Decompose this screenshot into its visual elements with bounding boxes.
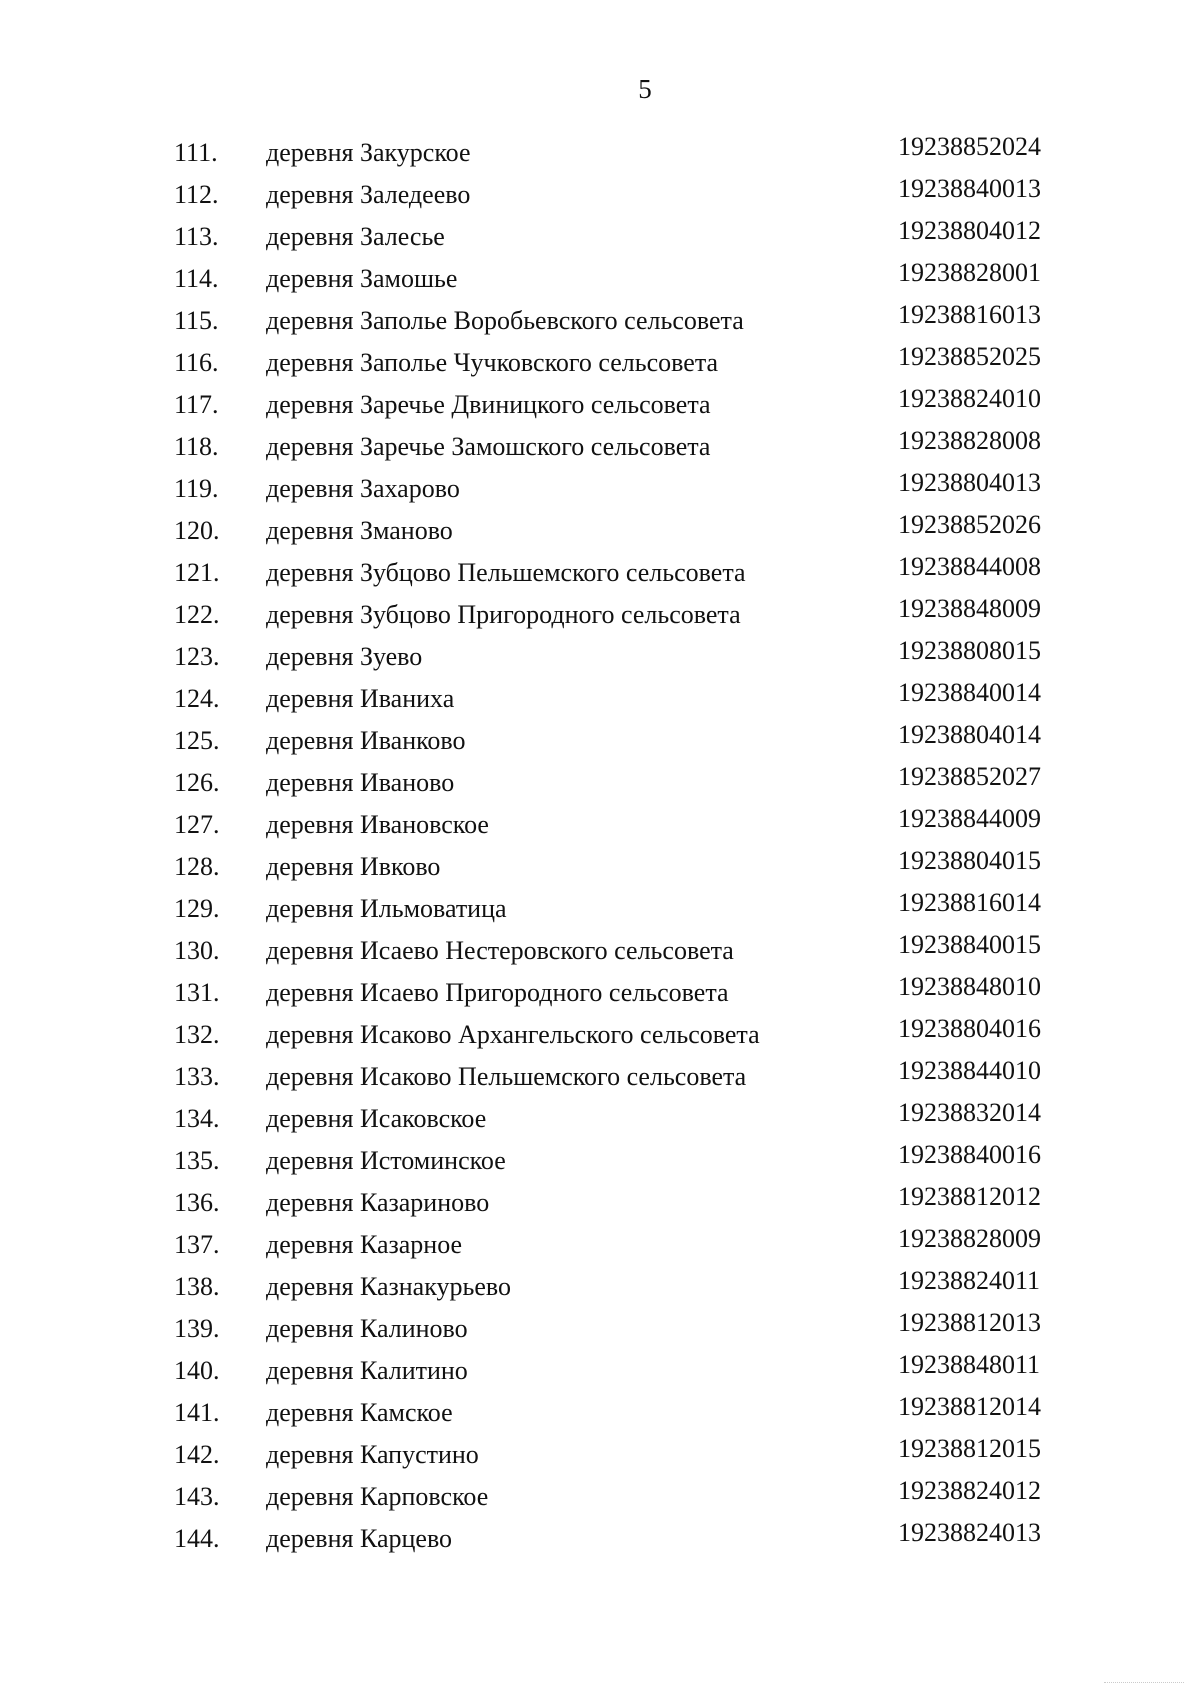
oktmo-code: 19238844010 xyxy=(898,1056,1041,1085)
item-number: 119. xyxy=(174,474,219,503)
item-number: 130. xyxy=(174,936,220,965)
item-number: 115. xyxy=(174,306,219,335)
item-number: 139. xyxy=(174,1314,220,1343)
settlement-name: деревня Заречье Замошского сельсовета xyxy=(266,432,711,461)
settlement-name: деревня Калиново xyxy=(266,1314,468,1343)
item-number: 144. xyxy=(174,1524,220,1553)
page-number: 5 xyxy=(638,74,652,104)
settlement-name: деревня Замошье xyxy=(266,264,458,293)
settlement-name: деревня Заполье Чучковского сельсовета xyxy=(266,348,719,377)
item-number: 132. xyxy=(174,1020,220,1049)
oktmo-code: 19238848011 xyxy=(898,1350,1041,1379)
settlement-name: деревня Карповское xyxy=(266,1482,489,1511)
oktmo-code: 19238852027 xyxy=(898,762,1041,791)
oktmo-code: 19238804015 xyxy=(898,846,1041,875)
settlement-name: деревня Ильмоватица xyxy=(266,894,507,923)
item-number: 128. xyxy=(174,852,220,881)
settlement-name: деревня Зманово xyxy=(266,516,453,545)
oktmo-code: 19238812012 xyxy=(898,1182,1041,1211)
oktmo-code: 19238816013 xyxy=(898,300,1041,329)
settlement-name: деревня Исаковское xyxy=(266,1104,487,1133)
settlement-name: деревня Заледеево xyxy=(266,180,471,209)
settlement-name: деревня Захарово xyxy=(266,474,460,503)
settlement-name: деревня Исаево Нестеровского сельсовета xyxy=(266,936,734,965)
oktmo-code: 19238848009 xyxy=(898,594,1041,623)
settlement-name: деревня Иваново xyxy=(266,768,455,797)
oktmo-code: 19238804012 xyxy=(898,216,1041,245)
oktmo-code: 19238840013 xyxy=(898,174,1041,203)
item-number: 126. xyxy=(174,768,220,797)
oktmo-code: 19238832014 xyxy=(898,1098,1041,1127)
settlement-name: деревня Карцево xyxy=(266,1524,453,1553)
oktmo-code: 19238808015 xyxy=(898,636,1041,665)
settlement-name: деревня Зубцово Пригородного сельсовета xyxy=(266,600,741,629)
item-number: 121. xyxy=(174,558,220,587)
oktmo-code: 19238824011 xyxy=(898,1266,1041,1295)
item-number: 138. xyxy=(174,1272,220,1301)
settlement-name: деревня Казариново xyxy=(266,1188,490,1217)
oktmo-code: 19238804016 xyxy=(898,1014,1041,1043)
settlement-name: деревня Закурское xyxy=(266,138,471,167)
oktmo-code: 19238840014 xyxy=(898,678,1041,707)
item-number: 135. xyxy=(174,1146,220,1175)
item-number: 137. xyxy=(174,1230,220,1259)
settlement-name: деревня Исаково Пельшемского сельсовета xyxy=(266,1062,747,1091)
item-number: 140. xyxy=(174,1356,220,1385)
item-number: 111. xyxy=(174,138,218,167)
item-number: 116. xyxy=(174,348,219,377)
oktmo-code: 19238812013 xyxy=(898,1308,1041,1337)
item-number: 122. xyxy=(174,600,220,629)
item-number: 125. xyxy=(174,726,220,755)
item-number: 114. xyxy=(174,264,219,293)
oktmo-code: 19238828009 xyxy=(898,1224,1041,1253)
scan-artifact xyxy=(1104,1682,1184,1693)
item-number: 143. xyxy=(174,1482,220,1511)
settlement-name: деревня Исаево Пригородного сельсовета xyxy=(266,978,729,1007)
item-number: 117. xyxy=(174,390,219,419)
oktmo-code: 19238840015 xyxy=(898,930,1041,959)
item-number: 134. xyxy=(174,1104,220,1133)
list-item xyxy=(0,1518,1200,1560)
oktmo-code: 19238804014 xyxy=(898,720,1041,749)
item-number: 118. xyxy=(174,432,219,461)
oktmo-code: 19238824010 xyxy=(898,384,1041,413)
settlement-name: деревня Калитино xyxy=(266,1356,468,1385)
settlement-list xyxy=(0,132,1200,1560)
item-number: 142. xyxy=(174,1440,220,1469)
settlement-name: деревня Иванково xyxy=(266,726,466,755)
oktmo-code: 19238848010 xyxy=(898,972,1041,1001)
oktmo-code: 19238812015 xyxy=(898,1434,1041,1463)
settlement-name: деревня Заполье Воробьевского сельсовета xyxy=(266,306,744,335)
oktmo-code: 19238844009 xyxy=(898,804,1041,833)
item-number: 120. xyxy=(174,516,220,545)
item-number: 123. xyxy=(174,642,220,671)
oktmo-code: 19238852026 xyxy=(898,510,1041,539)
settlement-name: деревня Капустино xyxy=(266,1440,479,1469)
settlement-name: деревня Казнакурьево xyxy=(266,1272,511,1301)
settlement-name: деревня Ивково xyxy=(266,852,441,881)
settlement-name: деревня Камское xyxy=(266,1398,453,1427)
settlement-name: деревня Исаково Архангельского сельсовета xyxy=(266,1020,760,1049)
oktmo-code: 19238824013 xyxy=(898,1518,1041,1547)
item-number: 141. xyxy=(174,1398,220,1427)
oktmo-code: 19238840016 xyxy=(898,1140,1041,1169)
oktmo-code: 19238812014 xyxy=(898,1392,1041,1421)
oktmo-code: 19238828001 xyxy=(898,258,1041,287)
oktmo-code: 19238804013 xyxy=(898,468,1041,497)
item-number: 113. xyxy=(174,222,219,251)
item-number: 112. xyxy=(174,180,219,209)
settlement-name: деревня Казарное xyxy=(266,1230,463,1259)
settlement-name: деревня Ивановское xyxy=(266,810,489,839)
oktmo-code: 19238852024 xyxy=(898,132,1041,161)
item-number: 133. xyxy=(174,1062,220,1091)
settlement-name: деревня Зубцово Пельшемского сельсовета xyxy=(266,558,746,587)
item-number: 127. xyxy=(174,810,220,839)
item-number: 129. xyxy=(174,894,220,923)
item-number: 124. xyxy=(174,684,220,713)
settlement-name: деревня Иваниха xyxy=(266,684,455,713)
oktmo-code: 19238852025 xyxy=(898,342,1041,371)
oktmo-code: 19238828008 xyxy=(898,426,1041,455)
item-number: 136. xyxy=(174,1188,220,1217)
settlement-name: деревня Зуево xyxy=(266,642,423,671)
oktmo-code: 19238844008 xyxy=(898,552,1041,581)
settlement-name: деревня Залесье xyxy=(266,222,445,251)
oktmo-code: 19238824012 xyxy=(898,1476,1041,1505)
oktmo-code: 19238816014 xyxy=(898,888,1041,917)
item-number: 131. xyxy=(174,978,220,1007)
settlement-name: деревня Заречье Двиницкого сельсовета xyxy=(266,390,711,419)
settlement-name: деревня Истоминское xyxy=(266,1146,506,1175)
